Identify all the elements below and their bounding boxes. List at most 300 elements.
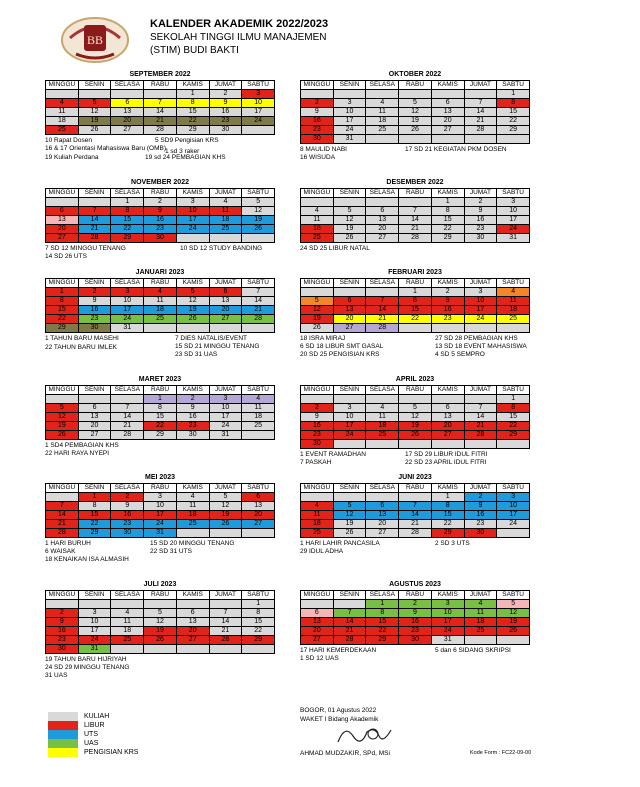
date-cell: 28 — [366, 324, 399, 333]
date-cell: 21 — [111, 422, 144, 431]
day-header: SELASA — [111, 189, 144, 198]
month-title: JUNI 2023 — [398, 474, 432, 481]
date-cell: 13 — [301, 618, 334, 627]
month-calendar — [45, 70, 275, 161]
date-cell — [79, 600, 112, 609]
signature-name: AHMAD MUDZAKIR, SPd, MSi — [300, 750, 390, 757]
day-header: SENIN — [334, 591, 367, 600]
date-cell: 26 — [242, 225, 275, 234]
date-cell: 17 — [334, 422, 367, 431]
legend-label: PENGISIAN KRS — [84, 749, 139, 756]
day-header: SABTU — [497, 189, 530, 198]
date-cell: 24 — [242, 117, 275, 126]
date-cell: 30 — [177, 431, 210, 440]
date-cell: 27 — [177, 636, 210, 645]
day-header: SELASA — [366, 189, 399, 198]
date-cell: 29 — [432, 529, 465, 538]
date-cell — [79, 90, 112, 99]
day-header: RABU — [144, 81, 177, 90]
event-note: 20 SD 25 PENGISIAN KRS — [300, 351, 380, 358]
day-header: SENIN — [79, 386, 112, 395]
date-cell: 24 — [210, 422, 243, 431]
date-cell: 10 — [177, 207, 210, 216]
date-cell — [366, 493, 399, 502]
date-cell: 18 — [210, 216, 243, 225]
date-cell: 14 — [210, 618, 243, 627]
date-cell: 3 — [79, 609, 112, 618]
day-header: SENIN — [334, 279, 367, 288]
date-cell: 1 — [177, 90, 210, 99]
date-cell: 7 — [399, 207, 432, 216]
date-cell: 25 — [366, 126, 399, 135]
date-cell: 4 — [210, 198, 243, 207]
date-cell — [399, 90, 432, 99]
date-cell: 18 — [465, 618, 498, 627]
date-cell: 24 — [334, 126, 367, 135]
day-header: SENIN — [334, 189, 367, 198]
date-cell: 21 — [79, 225, 112, 234]
date-cell: 13 — [432, 413, 465, 422]
date-cell: 23 — [177, 422, 210, 431]
date-cell: 2 — [111, 493, 144, 502]
date-cell: 4 — [301, 502, 334, 511]
date-cell: 20 — [46, 225, 79, 234]
date-cell — [465, 440, 498, 449]
date-cell: 12 — [144, 618, 177, 627]
date-cell — [399, 135, 432, 144]
date-cell — [334, 600, 367, 609]
signature-role: WAKET I Bidang Akademik — [300, 716, 379, 723]
date-cell: 6 — [242, 493, 275, 502]
day-header: SELASA — [111, 386, 144, 395]
date-cell — [399, 324, 432, 333]
date-cell: 14 — [399, 511, 432, 520]
day-header: SELASA — [111, 279, 144, 288]
day-header: JUMAT — [465, 81, 498, 90]
date-cell: 7 — [46, 502, 79, 511]
date-cell — [242, 431, 275, 440]
event-note: 23 SD 31 UAS — [175, 351, 218, 358]
date-cell — [301, 90, 334, 99]
date-cell: 7 — [79, 207, 112, 216]
date-cell: 4 — [46, 99, 79, 108]
date-cell: 8 — [177, 99, 210, 108]
date-cell: 9 — [465, 502, 498, 511]
day-header: RABU — [399, 81, 432, 90]
date-cell: 21 — [366, 315, 399, 324]
date-cell: 26 — [144, 636, 177, 645]
date-cell — [46, 493, 79, 502]
date-cell: 12 — [210, 502, 243, 511]
svg-text:BB: BB — [86, 33, 104, 47]
date-cell: 22 — [399, 315, 432, 324]
date-cell: 17 — [111, 306, 144, 315]
day-header: SENIN — [334, 81, 367, 90]
date-cell: 10 — [334, 108, 367, 117]
date-cell: 12 — [334, 216, 367, 225]
month-title: FEBRUARI 2023 — [388, 269, 442, 276]
day-header: SELASA — [366, 484, 399, 493]
date-cell: 27 — [334, 324, 367, 333]
day-header: SENIN — [334, 484, 367, 493]
date-cell: 4 — [497, 288, 530, 297]
date-cell — [366, 198, 399, 207]
month-grid — [300, 188, 530, 243]
date-cell: 1 — [242, 600, 275, 609]
month-calendar — [300, 375, 530, 466]
day-header: SABTU — [497, 81, 530, 90]
date-cell: 19 — [177, 306, 210, 315]
day-header: SABTU — [242, 591, 275, 600]
date-cell: 22 — [497, 422, 530, 431]
date-cell: 27 — [79, 431, 112, 440]
month-title: NOVEMBER 2022 — [131, 179, 189, 186]
day-header: SELASA — [366, 591, 399, 600]
day-header: SABTU — [497, 386, 530, 395]
day-header: SABTU — [497, 591, 530, 600]
date-cell: 3 — [242, 90, 275, 99]
date-cell: 23 — [432, 315, 465, 324]
month-grid — [45, 385, 275, 440]
document-title: KALENDER AKADEMIK 2022/2023 — [150, 18, 329, 30]
event-note: 22 SD 23 APRIL IDUL FITRI — [405, 459, 487, 466]
event-note: 1 SD 12 UAS — [300, 655, 339, 662]
date-cell: 15 — [399, 306, 432, 315]
date-cell — [334, 90, 367, 99]
date-cell: 9 — [46, 618, 79, 627]
day-header: SABTU — [242, 279, 275, 288]
date-cell: 18 — [301, 225, 334, 234]
date-cell — [334, 440, 367, 449]
legend-swatch — [48, 739, 78, 748]
date-cell: 5 — [497, 600, 530, 609]
event-note: 27 SD 28 PEMBAGIAN KHS — [435, 335, 518, 342]
institution-abbrev: (STIM) BUDI BAKTI — [150, 45, 239, 56]
date-cell: 7 — [399, 502, 432, 511]
date-cell — [242, 324, 275, 333]
day-header: SELASA — [366, 279, 399, 288]
event-note: 15 SD 21 MINGGU TENANG — [175, 343, 260, 350]
date-cell: 24 — [465, 315, 498, 324]
date-cell — [111, 600, 144, 609]
day-header: MINGGU — [301, 81, 334, 90]
date-cell: 3 — [497, 198, 530, 207]
date-cell: 6 — [334, 297, 367, 306]
date-cell: 28 — [242, 315, 275, 324]
date-cell — [399, 198, 432, 207]
date-cell: 15 — [79, 511, 112, 520]
day-header: JUMAT — [210, 386, 243, 395]
date-cell: 5 — [79, 99, 112, 108]
date-cell: 10 — [210, 404, 243, 413]
date-cell — [46, 600, 79, 609]
date-cell: 2 — [177, 395, 210, 404]
month-calendar — [45, 375, 275, 457]
date-cell: 20 — [366, 520, 399, 529]
date-cell — [497, 440, 530, 449]
event-note: 24 SD 29 MINGGU TENANG — [45, 664, 130, 671]
date-cell: 1 — [366, 600, 399, 609]
date-cell: 1 — [432, 198, 465, 207]
day-header: MINGGU — [301, 591, 334, 600]
date-cell: 8 — [79, 502, 112, 511]
day-header: KAMIS — [177, 386, 210, 395]
date-cell: 14 — [334, 618, 367, 627]
date-cell: 28 — [399, 529, 432, 538]
date-cell: 3 — [334, 99, 367, 108]
event-note: 22 HARI RAYA NYEPI — [45, 450, 110, 457]
date-cell: 21 — [399, 225, 432, 234]
date-cell — [432, 324, 465, 333]
event-note: 22 TAHUN BARU IMLEK — [45, 344, 118, 351]
date-cell: 25 — [177, 520, 210, 529]
date-cell: 7 — [210, 609, 243, 618]
day-header: JUMAT — [465, 189, 498, 198]
date-cell: 22 — [79, 520, 112, 529]
date-cell: 14 — [465, 413, 498, 422]
date-cell — [210, 600, 243, 609]
date-cell: 11 — [111, 618, 144, 627]
date-cell: 10 — [334, 413, 367, 422]
date-cell: 12 — [301, 306, 334, 315]
date-cell: 8 — [144, 404, 177, 413]
date-cell: 28 — [465, 431, 498, 440]
day-header: SENIN — [79, 81, 112, 90]
event-note: 10 Rapat Dosen — [45, 137, 92, 144]
day-header: JUMAT — [210, 81, 243, 90]
date-cell: 2 — [301, 99, 334, 108]
date-cell: 13 — [111, 108, 144, 117]
date-cell: 20 — [334, 315, 367, 324]
day-header: MINGGU — [46, 189, 79, 198]
date-cell: 27 — [210, 315, 243, 324]
date-cell — [366, 288, 399, 297]
date-cell: 2 — [432, 288, 465, 297]
event-note: 1 HARI LAHIR PANCASILA — [300, 540, 380, 547]
date-cell: 14 — [46, 511, 79, 520]
date-cell — [46, 198, 79, 207]
date-cell: 8 — [497, 99, 530, 108]
day-header: RABU — [144, 386, 177, 395]
date-cell: 24 — [497, 520, 530, 529]
date-cell: 18 — [497, 306, 530, 315]
day-header: RABU — [399, 279, 432, 288]
date-cell: 16 — [465, 216, 498, 225]
date-cell: 3 — [177, 198, 210, 207]
date-cell: 6 — [177, 609, 210, 618]
date-cell: 6 — [432, 99, 465, 108]
date-cell: 14 — [144, 108, 177, 117]
date-cell — [79, 198, 112, 207]
date-cell — [432, 135, 465, 144]
date-cell: 31 — [144, 529, 177, 538]
date-cell: 12 — [46, 413, 79, 422]
date-cell: 9 — [177, 404, 210, 413]
date-cell: 29 — [497, 431, 530, 440]
date-cell — [465, 636, 498, 645]
date-cell: 8 — [242, 609, 275, 618]
month-title: SEPTEMBER 2022 — [129, 71, 191, 78]
date-cell: 9 — [465, 207, 498, 216]
day-header: RABU — [399, 484, 432, 493]
date-cell: 30 — [79, 324, 112, 333]
date-cell: 10 — [111, 297, 144, 306]
day-header: KAMIS — [177, 591, 210, 600]
date-cell: 20 — [79, 422, 112, 431]
date-cell: 9 — [111, 502, 144, 511]
day-header: MINGGU — [46, 386, 79, 395]
date-cell: 14 — [111, 413, 144, 422]
date-cell: 17 — [79, 627, 112, 636]
day-header: SENIN — [79, 189, 112, 198]
date-cell: 8 — [399, 297, 432, 306]
date-cell: 18 — [301, 520, 334, 529]
date-cell: 24 — [79, 636, 112, 645]
day-header: RABU — [399, 386, 432, 395]
legend-label: KULIAH — [84, 713, 110, 720]
date-cell — [144, 645, 177, 654]
day-header: SABTU — [497, 279, 530, 288]
date-cell: 12 — [79, 108, 112, 117]
event-note: 6 SD 18 LIBUR SMT GASAL — [300, 343, 384, 350]
month-title: OKTOBER 2022 — [388, 71, 442, 78]
date-cell: 25 — [46, 126, 79, 135]
legend-item — [48, 739, 138, 748]
date-cell: 4 — [144, 288, 177, 297]
date-cell — [497, 529, 530, 538]
day-header: RABU — [399, 189, 432, 198]
date-cell: 9 — [210, 99, 243, 108]
date-cell: 25 — [242, 422, 275, 431]
date-cell: 10 — [242, 99, 275, 108]
date-cell: 15 — [497, 413, 530, 422]
date-cell: 17 — [465, 306, 498, 315]
date-cell: 7 — [465, 404, 498, 413]
date-cell: 16 — [111, 511, 144, 520]
day-header: JUMAT — [210, 189, 243, 198]
date-cell: 20 — [301, 627, 334, 636]
date-cell: 23 — [301, 431, 334, 440]
date-cell: 8 — [366, 609, 399, 618]
event-note: 19 Kuliah Perdana — [45, 154, 99, 161]
date-cell — [111, 90, 144, 99]
date-cell — [399, 395, 432, 404]
date-cell: 11 — [301, 511, 334, 520]
date-cell: 3 — [210, 395, 243, 404]
date-cell: 15 — [46, 306, 79, 315]
date-cell: 23 — [399, 627, 432, 636]
date-cell: 15 — [432, 216, 465, 225]
date-cell: 19 — [334, 520, 367, 529]
event-note: 31 UAS — [45, 672, 68, 679]
date-cell: 12 — [399, 413, 432, 422]
event-note: 17 SD 29 LIBUR IDUL FITRI — [405, 451, 488, 458]
date-cell — [210, 324, 243, 333]
day-header: KAMIS — [177, 81, 210, 90]
date-cell — [465, 395, 498, 404]
event-note: 4 SD 5 SEMPRO — [435, 351, 485, 358]
date-cell — [210, 234, 243, 243]
date-cell: 26 — [334, 529, 367, 538]
day-header: RABU — [144, 484, 177, 493]
day-header: SABTU — [242, 81, 275, 90]
date-cell — [242, 234, 275, 243]
legend-label: LIBUR — [84, 722, 105, 729]
date-cell: 4 — [242, 395, 275, 404]
date-cell: 22 — [366, 627, 399, 636]
event-note: 18 KENAIKAN ISA ALMASIH — [45, 556, 129, 563]
legend-swatch — [48, 748, 78, 757]
date-cell: 6 — [79, 404, 112, 413]
date-cell: 22 — [111, 225, 144, 234]
date-cell: 3 — [111, 288, 144, 297]
date-cell: 19 — [399, 117, 432, 126]
date-cell: 25 — [465, 627, 498, 636]
event-note: 7 DIES NATALIS/EVENT — [175, 335, 248, 342]
date-cell: 2 — [301, 404, 334, 413]
date-cell — [366, 90, 399, 99]
legend-swatch — [48, 730, 78, 739]
date-cell: 26 — [399, 431, 432, 440]
date-cell: 24 — [432, 627, 465, 636]
date-cell: 9 — [301, 108, 334, 117]
date-cell: 10 — [465, 297, 498, 306]
date-cell: 9 — [144, 207, 177, 216]
event-note: 17 HARI KEMERDEKAAN — [300, 647, 377, 654]
date-cell: 17 — [334, 117, 367, 126]
event-note: 17 SD 21 KEGIATAN PKM DOSEN — [405, 146, 507, 153]
date-cell: 14 — [79, 216, 112, 225]
date-cell: 11 — [242, 404, 275, 413]
month-calendar — [300, 473, 530, 555]
document-header — [60, 14, 620, 64]
date-cell: 22 — [497, 117, 530, 126]
date-cell — [210, 645, 243, 654]
date-cell — [79, 395, 112, 404]
date-cell: 26 — [46, 431, 79, 440]
date-cell: 7 — [465, 99, 498, 108]
date-cell: 27 — [432, 431, 465, 440]
date-cell: 22 — [46, 315, 79, 324]
event-note: 29 IDUL ADHA — [300, 548, 344, 555]
date-cell: 13 — [242, 502, 275, 511]
date-cell: 13 — [79, 413, 112, 422]
date-cell: 15 — [497, 108, 530, 117]
date-cell: 10 — [144, 502, 177, 511]
date-cell — [242, 645, 275, 654]
day-header: MINGGU — [46, 591, 79, 600]
legend — [48, 712, 138, 757]
date-cell: 15 — [144, 413, 177, 422]
date-cell: 13 — [432, 108, 465, 117]
month-grid — [300, 590, 530, 645]
date-cell: 26 — [79, 126, 112, 135]
date-cell: 10 — [497, 207, 530, 216]
month-grid — [300, 278, 530, 333]
event-note: 24 SD 25 LIBUR NATAL — [300, 245, 370, 252]
date-cell: 30 — [210, 126, 243, 135]
date-cell: 10 — [432, 609, 465, 618]
date-cell: 26 — [399, 126, 432, 135]
date-cell: 14 — [242, 297, 275, 306]
day-header: JUMAT — [465, 279, 498, 288]
date-cell: 2 — [465, 493, 498, 502]
date-cell: 1 — [497, 395, 530, 404]
date-cell: 29 — [111, 234, 144, 243]
day-header: SELASA — [366, 386, 399, 395]
institution-name: SEKOLAH TINGGI ILMU MANAJEMEN — [150, 32, 327, 43]
date-cell — [177, 324, 210, 333]
